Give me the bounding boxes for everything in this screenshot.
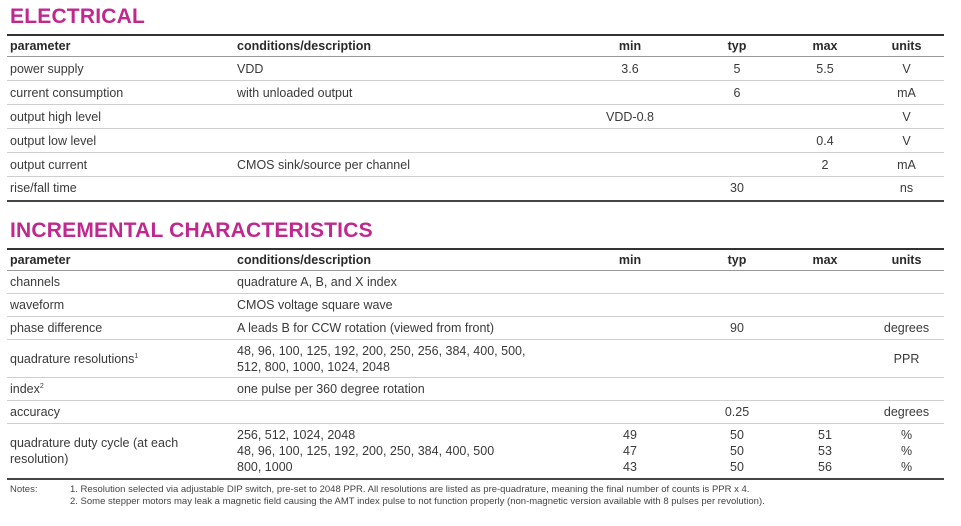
incremental-title: INCREMENTAL CHARACTERISTICS (10, 219, 373, 242)
cell-parameter (7, 378, 234, 401)
cell-typ (693, 271, 781, 294)
units-value: % (900, 427, 913, 442)
cell-units (869, 294, 944, 317)
table-row (7, 129, 944, 153)
table-row (7, 424, 944, 479)
conditions-line: 48, 96, 100, 125, 192, 200, 250, 256, 384, 400, 500, (237, 343, 526, 358)
cell-parameter: accuracy (7, 401, 234, 424)
conditions-line: 256, 512, 1024, 2048 (237, 427, 356, 442)
min-value: 47 (623, 443, 637, 458)
cell-max (781, 177, 869, 201)
parameter-line: resolution) (10, 451, 69, 466)
cell-min (567, 153, 693, 177)
cell-units (869, 271, 944, 294)
footnote-marker: 2 (39, 382, 44, 390)
header-typ: typ (693, 249, 781, 271)
typ-value: 50 (730, 427, 744, 442)
units-value: % (900, 459, 913, 474)
cell-typ (693, 153, 781, 177)
table-row (7, 401, 944, 424)
notes-label: Notes: (10, 484, 38, 495)
cell-typ (693, 340, 781, 378)
table-row (7, 294, 944, 317)
cell-conditions (234, 424, 567, 479)
parameter-text: index (10, 382, 40, 396)
table-header-row (7, 249, 944, 271)
cell-typ: 6 (693, 81, 781, 105)
min-value: 43 (623, 459, 637, 474)
header-conditions: conditions/description (234, 249, 567, 271)
electrical-title: ELECTRICAL (10, 5, 145, 28)
cell-parameter: channels (7, 271, 234, 294)
cell-parameter: output high level (7, 105, 234, 129)
header-typ: typ (693, 35, 781, 57)
header-parameter: parameter (7, 249, 234, 271)
cell-units: V (869, 105, 944, 129)
cell-parameter: power supply (7, 57, 234, 81)
cell-min (567, 378, 693, 401)
header-max: max (781, 249, 869, 271)
cell-max (781, 424, 869, 479)
cell-typ: 90 (693, 317, 781, 340)
cell-units: mA (869, 81, 944, 105)
cell-units: degrees (869, 401, 944, 424)
typ-value: 50 (730, 459, 744, 474)
cell-typ: 0.25 (693, 401, 781, 424)
cell-units: V (869, 129, 944, 153)
table-row (7, 177, 944, 201)
conditions-line: 48, 96, 100, 125, 192, 200, 250, 384, 400, 500 (237, 443, 495, 458)
header-units: units (869, 35, 944, 57)
conditions-line: 800, 1000 (237, 459, 293, 474)
cell-max (781, 317, 869, 340)
table-row (7, 271, 944, 294)
table-row (7, 81, 944, 105)
cell-parameter: phase difference (7, 317, 234, 340)
max-value: 51 (818, 427, 832, 442)
cell-max (781, 294, 869, 317)
cell-max (781, 401, 869, 424)
cell-conditions (234, 340, 567, 378)
note-line: 1. Resolution selected via adjustable DIP switch, pre-set to 2048 PPR. All resolutions are listed as pre-quadrature, meaning the final number of counts is PPR x 4. (70, 484, 750, 495)
header-min: min (567, 249, 693, 271)
cell-conditions: quadrature A, B, and X index (234, 271, 567, 294)
footnote-marker: 1 (134, 352, 139, 360)
cell-conditions (234, 401, 567, 424)
cell-conditions: CMOS sink/source per channel (234, 153, 567, 177)
cell-units: degrees (869, 317, 944, 340)
cell-min (567, 401, 693, 424)
parameter-text: quadrature resolutions (10, 351, 135, 366)
cell-units: ns (869, 177, 944, 201)
cell-max: 5.5 (781, 57, 869, 81)
header-max: max (781, 35, 869, 57)
cell-min (567, 271, 693, 294)
cell-min: VDD-0.8 (567, 105, 693, 129)
note-line: 2. Some stepper motors may leak a magnetic field causing the AMT index pulse to not function properly (non-magnetic version available with 8 pulses per revolution). (70, 496, 765, 507)
cell-conditions: CMOS voltage square wave (234, 294, 567, 317)
cell-typ (693, 129, 781, 153)
typ-value: 50 (730, 443, 744, 458)
units-value: % (900, 443, 913, 458)
table-row (7, 153, 944, 177)
cell-parameter (7, 424, 234, 479)
cell-conditions (234, 105, 567, 129)
cell-min (567, 177, 693, 201)
cell-conditions: VDD (234, 57, 567, 81)
cell-units (869, 378, 944, 401)
cell-max: 2 (781, 153, 869, 177)
cell-conditions: one pulse per 360 degree rotation (234, 378, 567, 401)
table-row (7, 340, 944, 378)
table-header-row (7, 35, 944, 57)
table-row (7, 105, 944, 129)
cell-typ (693, 378, 781, 401)
cell-min (567, 340, 693, 378)
conditions-line: 512, 800, 1000, 1024, 2048 (237, 359, 390, 374)
cell-typ (693, 294, 781, 317)
cell-min (567, 424, 693, 479)
cell-max: 0.4 (781, 129, 869, 153)
header-units: units (869, 249, 944, 271)
electrical-table (7, 34, 944, 202)
cell-parameter: waveform (7, 294, 234, 317)
parameter-line: quadrature duty cycle (at each (10, 435, 179, 450)
cell-typ (693, 105, 781, 129)
table-row (7, 378, 944, 401)
cell-parameter: output current (7, 153, 234, 177)
cell-max (781, 271, 869, 294)
cell-conditions (234, 177, 567, 201)
table-row (7, 57, 944, 81)
cell-max (781, 81, 869, 105)
cell-units: PPR (869, 340, 944, 378)
cell-parameter: current consumption (7, 81, 234, 105)
cell-max (781, 378, 869, 401)
cell-max (781, 105, 869, 129)
cell-conditions: with unloaded output (234, 81, 567, 105)
cell-min: 3.6 (567, 57, 693, 81)
cell-units: V (869, 57, 944, 81)
header-parameter: parameter (7, 35, 234, 57)
cell-max (781, 340, 869, 378)
header-min: min (567, 35, 693, 57)
cell-parameter (7, 340, 234, 378)
cell-min (567, 317, 693, 340)
header-conditions: conditions/description (234, 35, 567, 57)
cell-min (567, 81, 693, 105)
cell-parameter: output low level (7, 129, 234, 153)
cell-min (567, 294, 693, 317)
cell-units (869, 424, 944, 479)
cell-parameter: rise/fall time (7, 177, 234, 201)
incremental-table (7, 248, 944, 480)
cell-typ (693, 424, 781, 479)
max-value: 53 (818, 443, 832, 458)
cell-min (567, 129, 693, 153)
table-row (7, 317, 944, 340)
cell-conditions: A leads B for CCW rotation (viewed from front) (234, 317, 567, 340)
min-value: 49 (623, 427, 637, 442)
max-value: 56 (818, 459, 832, 474)
cell-conditions (234, 129, 567, 153)
cell-typ: 30 (693, 177, 781, 201)
cell-units: mA (869, 153, 944, 177)
cell-typ: 5 (693, 57, 781, 81)
